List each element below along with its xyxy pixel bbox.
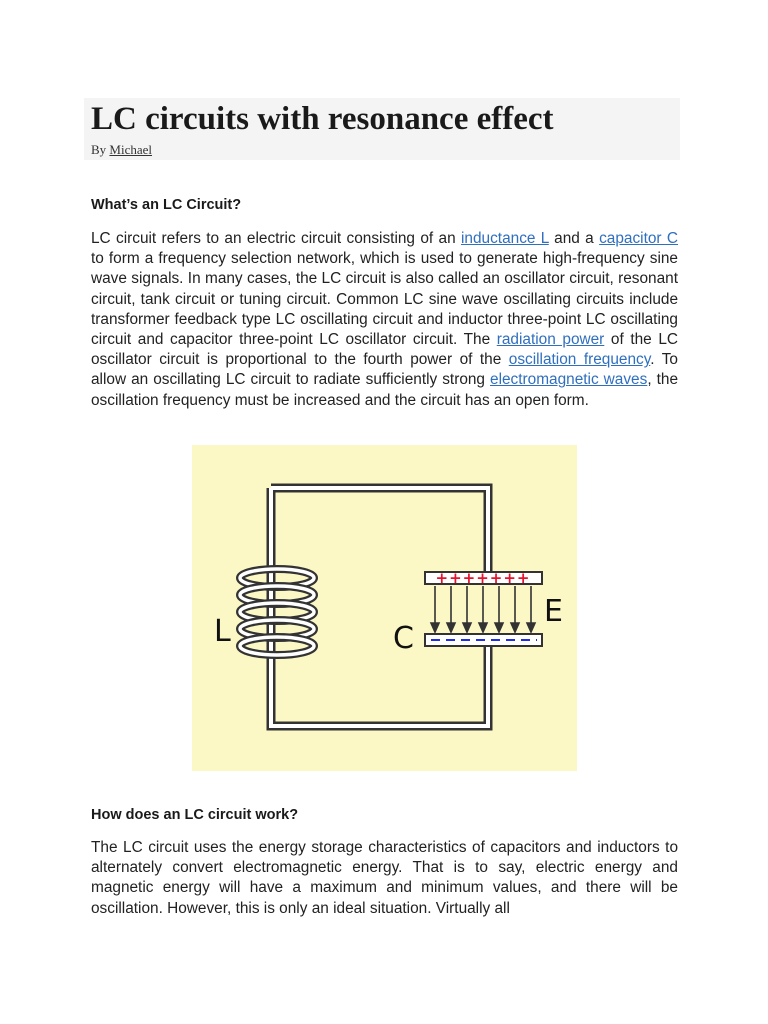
link-inductance[interactable]: inductance L <box>461 230 549 247</box>
author-link[interactable]: Michael <box>109 142 153 157</box>
paragraph-intro <box>91 229 678 411</box>
text-span: of the LC oscillator circuit is proportional to the fourth power of the <box>91 331 678 369</box>
link-electromagnetic-waves[interactable]: electromagnetic waves <box>490 371 648 389</box>
text-span: . To allow an oscillating LC circuit to radiate sufficiently strong <box>91 351 678 389</box>
text-span: and a <box>554 230 594 247</box>
capacitor-label: C <box>393 621 414 656</box>
link-radiation-power[interactable]: radiation power <box>496 331 605 349</box>
article-header <box>84 98 680 160</box>
section-heading-how: How does an LC circuit work? <box>91 807 299 823</box>
text-span: LC circuit refers to an electric circuit consisting of an <box>91 230 456 247</box>
text-span: , the oscillation frequency must be increased and the circuit has an open form. <box>91 371 678 409</box>
text-span: to form a frequency selection network, which is used to generate high-frequency sine wave signals. In many cases, the LC circuit is also called an oscillator circuit, resonant circuit, tank circuit or tuning circuit. Common LC sine wave oscillating circuits include transformer feedback type LC oscillating circuit and inductor three-point LC oscillating circuit and capacitor three-point LC oscillator circuit. The <box>91 250 678 349</box>
byline <box>91 142 152 158</box>
section-heading-what: What’s an LC Circuit? <box>91 197 242 213</box>
plus-charges: +++++++ <box>435 569 531 587</box>
lc-circuit-diagram <box>192 445 577 771</box>
inductor-label: L <box>214 614 231 649</box>
page-title: LC circuits with resonance effect <box>91 101 554 137</box>
link-capacitor[interactable]: capacitor C <box>599 230 679 247</box>
field-label: E <box>544 594 563 629</box>
lc-circuit-figure <box>192 445 577 771</box>
byline-prefix: By <box>91 142 107 157</box>
paragraph-how: The LC circuit uses the energy storage characteristics of capacitors and inductors to alternately convert electromagnetic energy. That is to say, electric energy and magnetic energy will have a maximum and minimum values, and there will be oscillation. However, this is only an ideal situation. Virtually all <box>91 839 678 917</box>
link-oscillation-frequency[interactable]: oscillation frequency <box>508 351 651 369</box>
